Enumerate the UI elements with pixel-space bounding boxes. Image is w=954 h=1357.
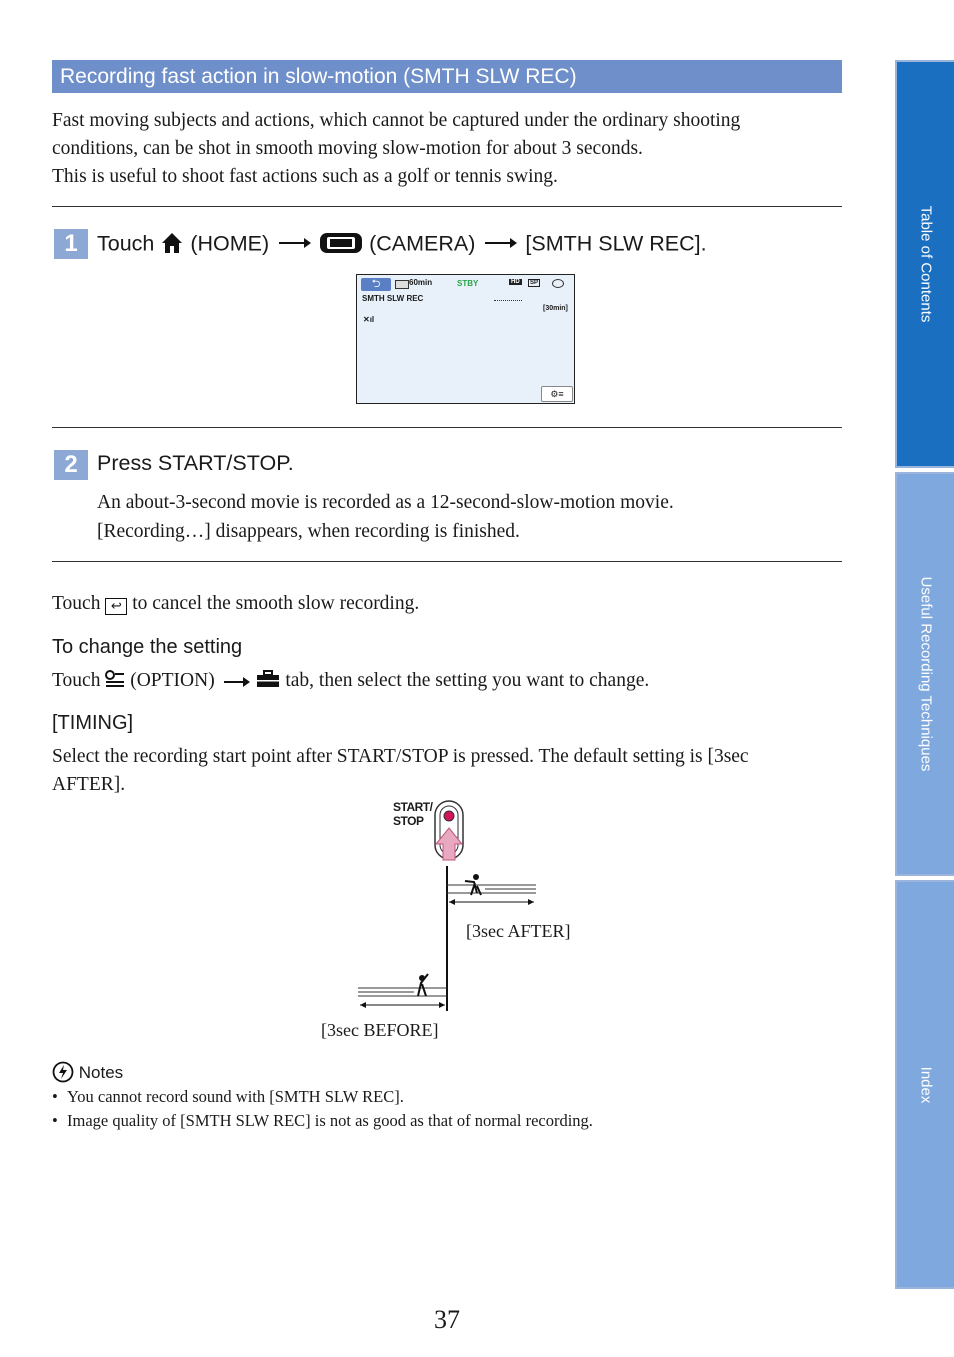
lcd-screen (356, 274, 575, 404)
change-setting-instruction (52, 667, 649, 695)
intro-paragraph (52, 107, 842, 191)
sp-badge: SP (530, 280, 539, 286)
touch-label: Touch (97, 231, 155, 256)
notes-label: Notes (78, 1063, 124, 1082)
intro-line: Fast moving subjects and actions, which cannot be captured under the ordinary shooting (52, 110, 741, 131)
before-recording-bar (358, 988, 447, 996)
battery-time: 60min (409, 278, 433, 287)
before-label: [3sec BEFORE] (321, 1020, 439, 1040)
list-item: • You cannot record sound with [SMTH SLW REC]. (52, 1087, 404, 1106)
note-text: You cannot record sound with [SMTH SLW REC]. (67, 1087, 404, 1106)
step-1-heading (97, 227, 707, 258)
divider (52, 427, 842, 428)
step-2-line: An about-3-second movie is recorded as a 12-second-slow-motion movie. (97, 492, 674, 513)
option-button: ⚙≡ (541, 386, 573, 402)
change-suffix: tab, then select the setting you want to change. (285, 670, 650, 691)
return-icon: ↩ (105, 598, 127, 615)
cancel-instruction (52, 590, 419, 618)
tab-useful-recording-techniques[interactable] (895, 472, 954, 876)
camera-label: (CAMERA) (369, 231, 476, 256)
notes-list (52, 1085, 842, 1133)
step-2-badge: 2 (54, 450, 88, 480)
start-stop-line: START/ (393, 800, 433, 814)
arrow-icon (279, 242, 309, 244)
stby-status: STBY (457, 279, 479, 288)
step-2-line: [Recording…] disappears, when recording is finished. (97, 521, 520, 542)
option-icon (105, 669, 125, 687)
slow-indicator-icon (494, 296, 522, 301)
arrow-icon (224, 681, 248, 683)
after-label: [3sec AFTER] (466, 921, 571, 941)
tab-table-of-contents[interactable] (895, 60, 954, 468)
intro-line: conditions, can be shot in smooth moving slow-motion for about 3 seconds. (52, 138, 643, 159)
intro-line: This is useful to shoot fast actions such as a golf or tennis swing. (52, 166, 558, 187)
disc-icon (552, 279, 564, 288)
tab-label: Index (917, 1066, 934, 1103)
note-text: Image quality of [SMTH SLW REC] is not as good as that of normal recording. (67, 1111, 593, 1130)
arrow-icon (485, 242, 515, 244)
before-arrow (360, 1002, 445, 1008)
camera-icon (319, 232, 363, 254)
timing-line: Select the recording start point after START/STOP is pressed. The default setting is [3sec (52, 746, 749, 767)
cancel-suffix: to cancel the smooth slow recording. (132, 593, 420, 614)
after-recording-bar (447, 885, 536, 893)
tab-label: Useful Recording Techniques (917, 576, 934, 772)
timing-diagram (350, 798, 550, 1013)
section-title: Recording fast action in slow-motion (SMTH SLW REC) (52, 60, 842, 93)
timing-line: AFTER]. (52, 774, 126, 795)
step-1-badge: 1 (54, 229, 88, 259)
page-number: 37 (434, 1305, 460, 1334)
home-label: (HOME) (190, 231, 270, 256)
option-label: (OPTION) (130, 670, 215, 691)
smth-label: [SMTH SLW REC]. (525, 231, 707, 256)
return-icon: ⮌ (361, 278, 391, 291)
tab-label: Table of Contents (917, 205, 934, 323)
start-stop-line: STOP (393, 814, 424, 828)
tab-index[interactable] (895, 880, 954, 1289)
after-arrow (449, 899, 534, 905)
list-item: • Image quality of [SMTH SLW REC] is not as good as that of normal recording. (52, 1111, 593, 1130)
divider (52, 206, 842, 207)
notes-icon (52, 1061, 74, 1083)
change-prefix: Touch (52, 670, 101, 691)
notes-heading (52, 1061, 123, 1085)
step-2-heading: Press START/STOP. (97, 451, 294, 475)
home-icon (160, 231, 184, 255)
change-setting-heading: To change the setting (52, 636, 243, 658)
hd-badge: HD (511, 279, 520, 285)
divider (52, 561, 842, 562)
battery-icon (395, 280, 409, 289)
cancel-prefix: Touch (52, 593, 101, 614)
mic-off-icon: ✕ıl (363, 315, 375, 324)
toolbox-tab-icon (256, 669, 280, 687)
golfer-icon (418, 974, 428, 996)
timing-description (52, 743, 842, 799)
timing-heading: [TIMING] (52, 712, 134, 734)
step-2-description (97, 488, 837, 546)
remaining-time: [30min] (543, 305, 568, 312)
lcd-mode: SMTH SLW REC (362, 294, 424, 303)
